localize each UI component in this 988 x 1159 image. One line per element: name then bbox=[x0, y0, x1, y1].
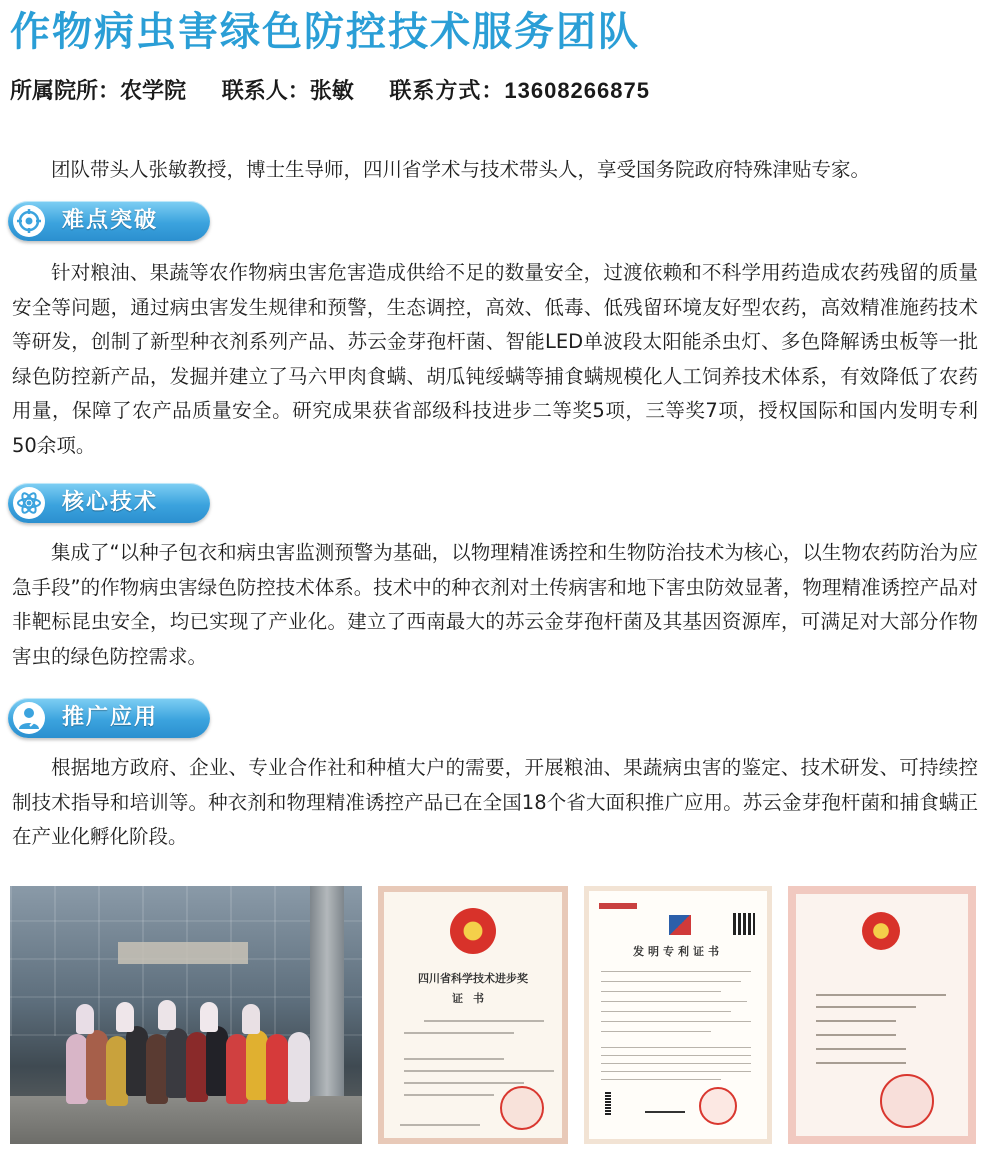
user-icon bbox=[13, 702, 45, 734]
certificate-provincial-award bbox=[378, 886, 568, 1144]
section-body-promotion: 根据地方政府、企业、专业合作社和种植大户的需要，开展粮油、果蔬病虫害的鉴定、技术研发、可持续控制技术指导和培训等。种衣剂和物理精准诱控产品已在全国18个省大面积推广应用。苏云金芽孢杆菌和捕食螨正在产业化孵化阶段。 bbox=[12, 756, 978, 848]
patent-serial bbox=[599, 903, 637, 909]
team-group bbox=[66, 1004, 316, 1114]
national-emblem bbox=[450, 908, 496, 954]
section-heading-label: 推广应用 bbox=[62, 705, 159, 730]
section-body-core-tech: 集成了“以种子包衣和病虫害监测预警为基础，以物理精准诱控和生物防治技术为核心，以生物农药防治为应急手段”的作物病虫害绿色防控技术体系。技术中的种衣剂对土传病害和地下害虫防效显著，物理精准诱控产品对非靶标昆虫安全，均已实现了产业化。建立了西南最大的苏云金芽孢杆菌及其基因资源库，可满足对大部分作物害虫的绿色防控需求。 bbox=[12, 541, 978, 668]
qr-code bbox=[733, 913, 755, 935]
section-heading-label: 核心技术 bbox=[62, 490, 159, 515]
section-heading-core-tech bbox=[8, 483, 210, 523]
certificate-award bbox=[788, 886, 976, 1144]
section-body-breakthrough: 针对粮油、果蔬等农作物病虫害危害造成供给不足的数量安全，过渡依赖和不科学用药造成农药残留的质量安全等问题，通过病虫害发生规律和预警，生态调控，高效、低毒、低残留环境友好型农药，高效精准施药技术等研发，创制了新型种衣剂系列产品、苏云金芽孢杆菌、智能LED单波段太阳能杀虫灯、多色降解诱虫板等一批绿色防控新产品，发掘并建立了马六甲肉食螨、胡瓜钝绥螨等捕食螨规模化人工饲养技术体系，有效降低了农药用量，保障了农产品质量安全。研究成果获省部级科技进步二等奖5项，三等奖7项，授权国际和国内发明专利50余项。 bbox=[12, 261, 978, 457]
section-heading-promotion bbox=[8, 698, 210, 738]
red-seal bbox=[880, 1074, 934, 1128]
contact-method-text: 联系方式：13608266875 bbox=[389, 78, 650, 103]
contact-line bbox=[10, 76, 678, 107]
red-seal bbox=[699, 1087, 737, 1125]
certificate-invention-patent bbox=[584, 886, 772, 1144]
contact-person-text: 联系人：张敏 bbox=[221, 79, 354, 104]
barcode bbox=[605, 1091, 611, 1115]
certificate-title: 发明专利证书 bbox=[633, 945, 723, 958]
building-sign bbox=[118, 942, 248, 964]
atom-icon bbox=[13, 487, 45, 519]
target-icon bbox=[13, 205, 45, 237]
section-heading-breakthrough bbox=[8, 201, 210, 241]
signature bbox=[645, 1097, 685, 1113]
section-heading-label: 难点突破 bbox=[62, 208, 159, 233]
national-emblem bbox=[862, 912, 900, 950]
institute-text: 所属院所：农学院 bbox=[10, 79, 187, 104]
intro-paragraph: 团队带头人张敏教授，博士生导师，四川省学术与技术带头人，享受国务院政府特殊津贴专家。 bbox=[51, 158, 871, 181]
certificate-title: 四川省科学技术进步奖 bbox=[418, 972, 528, 985]
certificate-subtitle: 证书 bbox=[452, 992, 494, 1005]
red-seal bbox=[500, 1086, 544, 1130]
patent-logo bbox=[669, 915, 691, 935]
team-photo bbox=[10, 886, 362, 1144]
page-title: 作物病虫害绿色防控技术服务团队 bbox=[10, 9, 640, 55]
